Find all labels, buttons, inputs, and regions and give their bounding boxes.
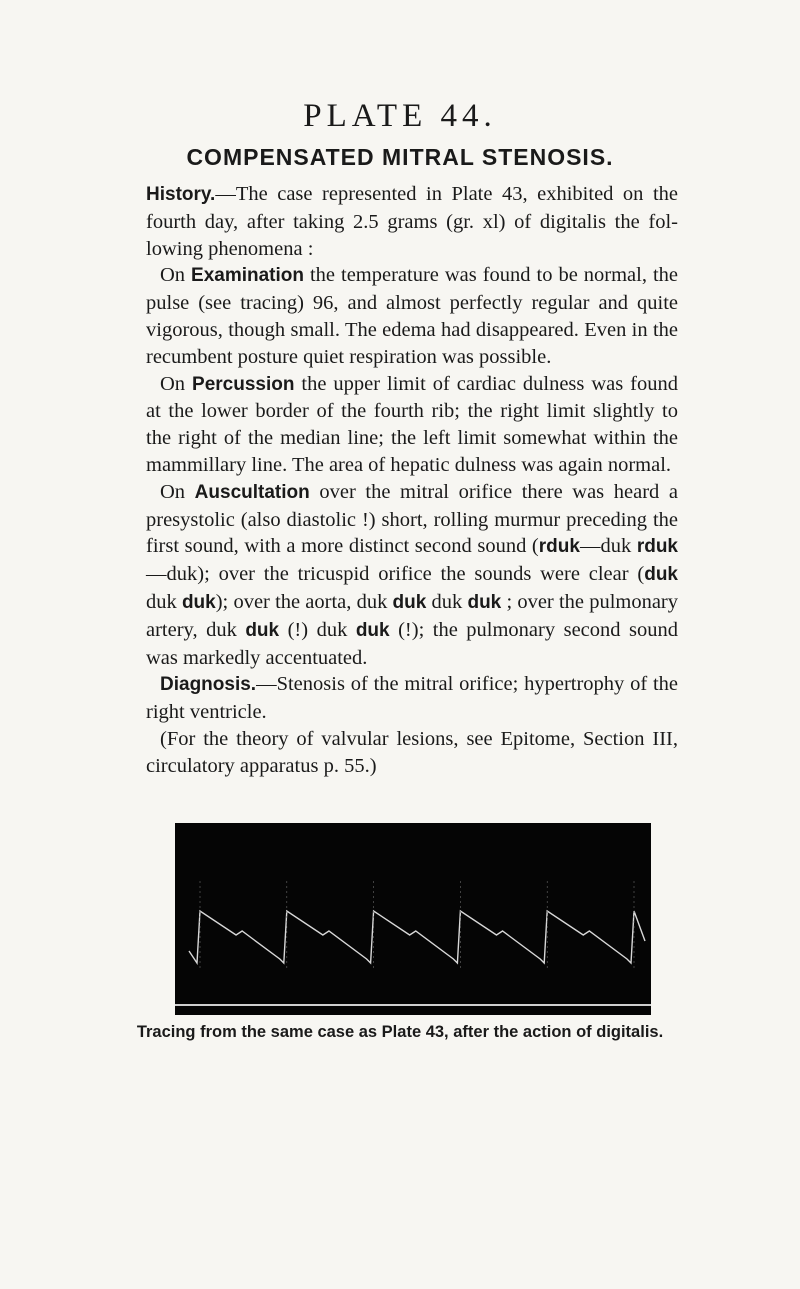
- auscultation-text: —duk: [579, 535, 637, 558]
- percussion-paragraph: [146, 371, 678, 479]
- pulse-tracing: [175, 823, 651, 1015]
- auscultation-text: ; over the pulmonary artery, duk: [146, 590, 679, 641]
- percussion-heading: Percussion: [192, 373, 295, 395]
- section-title: COMPENSATED MITRAL STENOSIS.: [186, 144, 614, 170]
- auscultation-text: over the mitral orifice there was heard a presystolic (also diastolic !) short, rolling murmur preceding the first sound, with a more distinct second sound (: [146, 480, 678, 558]
- auscultation-text: (!) duk: [279, 618, 356, 641]
- auscultation-text: —duk); over the tricuspid orifice the sounds were clear (: [146, 563, 645, 586]
- sound-duk: duk: [355, 619, 390, 641]
- body-text: [146, 181, 678, 780]
- pulse-tracing-graph: [175, 823, 651, 1015]
- history-heading: History.: [146, 184, 216, 205]
- auscultation-paragraph: [146, 479, 678, 672]
- tracing-background: [175, 823, 651, 1015]
- auscultation-text: duk: [426, 590, 468, 613]
- sound-rduk: rduk: [636, 536, 678, 558]
- examination-paragraph: [146, 262, 678, 370]
- percussion-lead: On: [160, 372, 193, 395]
- figure-caption: Tracing from the same case as Plate 43, after the action of digitalis.: [136, 1023, 664, 1041]
- sound-duk: duk: [392, 591, 427, 613]
- sound-duk: duk: [245, 619, 280, 641]
- history-paragraph: [146, 181, 678, 262]
- auscultation-text: duk: [146, 590, 182, 613]
- sound-duk: duk: [644, 564, 678, 586]
- examination-lead: On: [160, 264, 192, 287]
- examination-text: the temperature was found to be normal, the pulse (see tracing) 96, and almost perfectly regular and quite vigorous, though small. The edema had disappeared. Even in the recumbent posture quiet respiration was possible.: [146, 264, 678, 368]
- sound-rduk: rduk: [538, 536, 580, 558]
- plate-title: PLATE 44.: [303, 98, 497, 134]
- reference-note: (For the theory of valvular lesions, see Epitome, Section III, circulatory apparatus p. 55.): [146, 727, 678, 777]
- diagnosis-paragraph: [146, 671, 678, 726]
- auscultation-heading: Auscultation: [194, 481, 310, 503]
- history-text: —The case represented in Plate 43, exhibited on the fourth day, after taking 2.5 grams (gr. xl) of digitalis the fol-lowing phenomena :: [146, 183, 678, 260]
- percussion-text: the upper limit of cardiac dulness was found at the lower border of the fourth rib; the right limit slightly to the right of the median line; the left limit somewhat within the mammillary line. The area of hepatic dulness was again normal.: [146, 372, 678, 476]
- auscultation-lead: On: [160, 480, 195, 503]
- sound-duk: duk: [467, 591, 502, 613]
- auscultation-text: ); over the aorta, duk: [215, 590, 393, 613]
- examination-heading: Examination: [191, 265, 305, 287]
- auscultation-text: (!); the pulmonary second sound was markedly accentuated.: [146, 618, 678, 669]
- diagnosis-text: —Stenosis of the mitral orifice; hypertrophy of the right ventricle.: [146, 673, 678, 724]
- diagnosis-heading: Diagnosis.: [160, 674, 257, 696]
- sound-duk: duk: [181, 591, 216, 613]
